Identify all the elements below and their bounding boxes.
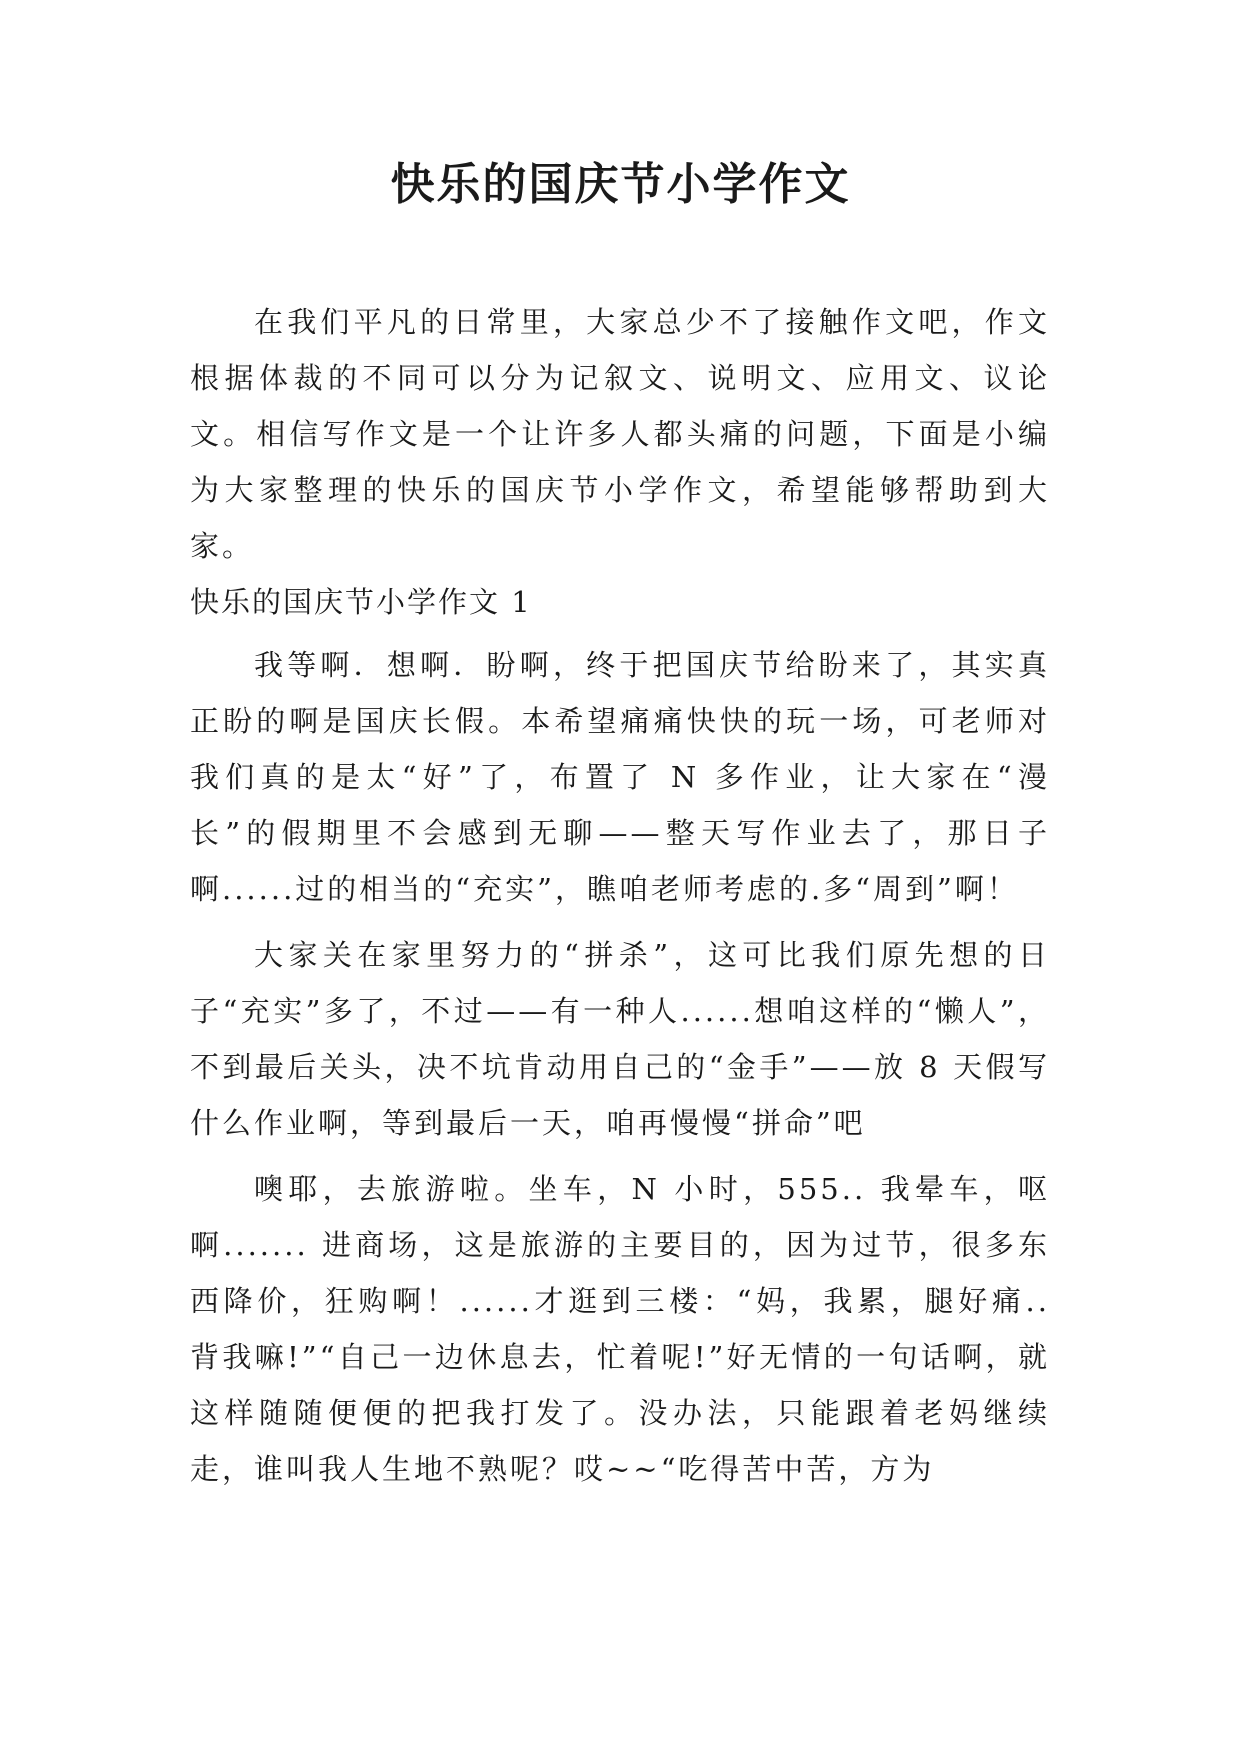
essay-paragraph-3: 噢耶，去旅游啦。坐车，N 小时，555.. 我晕车，呕啊....... 进商场，这是旅游的主要目的，因为过节，很多东西降价，狂购啊！......才逛到三楼：“妈，我累，腿好痛.. 背我嘛!”“自己一边休息去，忙着呢!”好无情的一句话啊，就这样随随便便的把我打发了。没办法，只能跟着老妈继续走，谁叫我人生地不熟呢？哎~~“吃得苦中苦，方为 xyxy=(190,1172,1050,1486)
document-title: 快乐的国庆节小学作文 xyxy=(390,159,851,210)
section-heading: 快乐的国庆节小学作文 1 xyxy=(190,585,532,619)
essay-paragraph-2: 大家关在家里努力的“拼杀”，这可比我们原先想的日子“充实”多了，不过——有一种人......想咱这样的“懒人”，不到最后关头，决不坑肯动用自己的“金手”——放 8 天假写什么作业啊，等到最后一天，咱再慢慢“拼命”吧 xyxy=(190,938,1050,1140)
intro-paragraph: 在我们平凡的日常里，大家总少不了接触作文吧，作文根据体裁的不同可以分为记叙文、说明文、应用文、议论文。相信写作文是一个让许多人都头痛的问题，下面是小编为大家整理的快乐的国庆节小学作文，希望能够帮助到大家。 xyxy=(190,305,1050,563)
essay-body xyxy=(190,637,1050,1507)
essay-paragraph-1: 我等啊．想啊．盼啊，终于把国庆节给盼来了，其实真正盼的啊是国庆长假。本希望痛痛快快的玩一场，可老师对我们真的是太“好”了，布置了 N 多作业，让大家在“漫长”的假期里不会感到无聊——整天写作业去了，那日子啊......过的相当的“充实”，瞧咱老师考虑的.多“周到”啊！ xyxy=(190,648,1050,906)
